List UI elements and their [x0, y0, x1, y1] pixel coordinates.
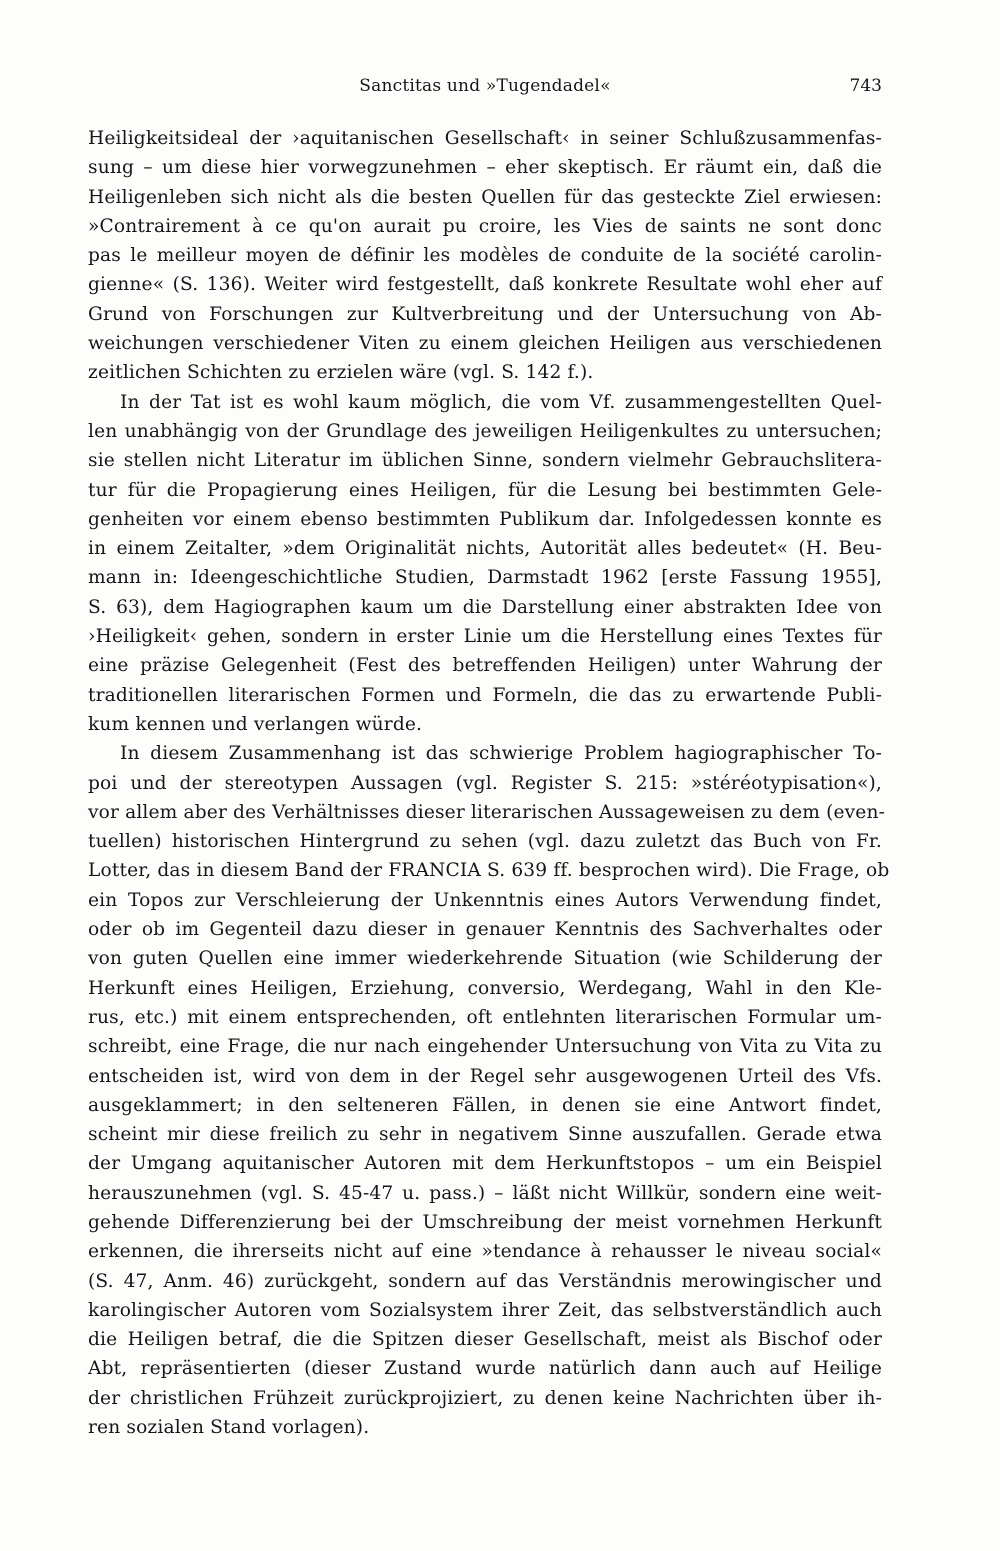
body-text [88, 124, 890, 1442]
text-line: der christlichen Frühzeit zurückprojiziert, zu denen keine Nachrichten über ih- [88, 1387, 882, 1409]
text-line: pas le meilleur moyen de définir les modèles de conduite de la société carolin- [88, 245, 882, 267]
page-number: 743 [849, 76, 882, 96]
text-line: eine präzise Gelegenheit (Fest des betreffenden Heiligen) unter Wahrung der [88, 655, 882, 677]
text-line: tuellen) historischen Hintergrund zu sehen (vgl. dazu zuletzt das Buch von Fr. [88, 831, 882, 853]
text-line: S. 63), dem Hagiographen kaum um die Darstellung einer abstrakten Idee von [88, 596, 882, 618]
text-line: In diesem Zusammenhang ist das schwierige Problem hagiographischer To- [120, 743, 882, 765]
text-line: Heiligkeitsideal der ›aquitanischen Gesellschaft‹ in seiner Schlußzusammenfas- [88, 128, 882, 149]
text-line: gienne« (S. 136). Weiter wird festgestellt, daß konkrete Resultate wohl eher auf [88, 274, 882, 296]
text-line: in einem Zeitalter, »dem Originalität nichts, Autorität alles bedeutet« (H. Beu- [88, 538, 882, 560]
text-line: sung – um diese hier vorwegzunehmen – eher skeptisch. Er räumt ein, daß die [88, 157, 882, 179]
text-line: »Contrairement à ce qu'on aurait pu croire, les Vies de saints ne sont donc [88, 215, 882, 237]
text-line: der Umgang aquitanischer Autoren mit dem Herkunftstopos – um ein Beispiel [88, 1153, 882, 1175]
text-line: gehende Differenzierung bei der Umschreibung der meist vornehmen Herkunft [88, 1211, 882, 1233]
text-line: erkennen, die ihrerseits nicht auf eine »tendance à rehausser le niveau social« [88, 1241, 882, 1263]
text-line: die Heiligen betraf, die die Spitzen dieser Gesellschaft, meist als Bischof oder [88, 1329, 882, 1351]
running-title: Sanctitas und »Tugendadel« [359, 76, 611, 96]
text-line: genheiten vor einem ebenso bestimmten Publikum dar. Infolgedessen konnte es [88, 508, 882, 530]
text-line: traditionellen literarischen Formen und Formeln, die das zu erwartende Publi- [88, 684, 882, 706]
text-line: ren sozialen Stand vorlagen). [88, 1417, 370, 1439]
text-line: herauszunehmen (vgl. S. 45-47 u. pass.) – läßt nicht Willkür, sondern eine weit- [88, 1182, 882, 1204]
text-line: rus, etc.) mit einem entsprechenden, oft entlehnten literarischen Formular um- [88, 1006, 882, 1028]
running-head [88, 76, 882, 102]
text-line: poi und der stereotypen Aussagen (vgl. Register S. 215: »stéréotypisation«), [88, 772, 882, 794]
text-line: tur für die Propagierung eines Heiligen, für die Lesung bei bestimmten Gele- [88, 479, 882, 501]
text-line: Lotter, das in diesem Band der FRANCIA S. 639 ff. besprochen wird). Die Frage, ob [88, 860, 890, 882]
text-line: Grund von Forschungen zur Kultverbreitung und der Untersuchung von Ab- [88, 303, 882, 325]
text-line: mann in: Ideengeschichtliche Studien, Darmstadt 1962 [erste Fassung 1955], [88, 567, 882, 589]
text-line: vor allem aber des Verhältnisses dieser literarischen Aussageweisen zu dem (even- [88, 801, 885, 823]
text-line: scheint mir diese freilich zu sehr in negativem Sinne auszufallen. Gerade etwa [88, 1124, 882, 1146]
text-line: Abt, repräsentierten (dieser Zustand wurde natürlich dann auch auf Heilige [88, 1358, 882, 1380]
text-line: kum kennen und verlangen würde. [88, 713, 423, 735]
text-line: ausgeklammert; in den selteneren Fällen, in denen sie eine Antwort findet, [88, 1094, 882, 1116]
text-line: Herkunft eines Heiligen, Erziehung, conversio, Werdegang, Wahl in den Kle- [88, 977, 882, 999]
text-line: weichungen verschiedener Viten zu einem gleichen Heiligen aus verschiedenen [88, 333, 882, 355]
text-line: von guten Quellen eine immer wiederkehrende Situation (wie Schilderung der [88, 948, 882, 970]
text-line: len unabhängig von der Grundlage des jeweiligen Heiligenkultes zu untersuchen; [88, 420, 882, 442]
text-line: ›Heiligkeit‹ gehen, sondern in erster Linie um die Herstellung eines Textes für [88, 626, 882, 648]
text-line: sie stellen nicht Literatur im üblichen Sinne, sondern vielmehr Gebrauchslitera- [88, 450, 882, 472]
text-line: karolingischer Autoren vom Sozialsystem ihrer Zeit, das selbstverständlich auch [88, 1299, 882, 1321]
text-line: zeitlichen Schichten zu erzielen wäre (vgl. S. 142 f.). [88, 362, 594, 384]
text-line: (S. 47, Anm. 46) zurückgeht, sondern auf das Verständnis merowingischer und [88, 1270, 882, 1292]
text-line: In der Tat ist es wohl kaum möglich, die vom Vf. zusammengestellten Quel- [120, 391, 882, 413]
text-line: schreibt, eine Frage, die nur nach eingehender Untersuchung von Vita zu Vita zu [88, 1036, 882, 1058]
text-line: entscheiden ist, wird von dem in der Regel sehr ausgewogenen Urteil des Vfs. [88, 1065, 882, 1087]
text-line: Heiligenleben sich nicht als die besten Quellen für das gesteckte Ziel erwiesen: [88, 186, 882, 208]
text-line: ein Topos zur Verschleierung der Unkenntnis eines Autors Verwendung findet, [88, 889, 882, 911]
text-line: oder ob im Gegenteil dazu dieser in genauer Kenntnis des Sachverhaltes oder [88, 919, 882, 941]
